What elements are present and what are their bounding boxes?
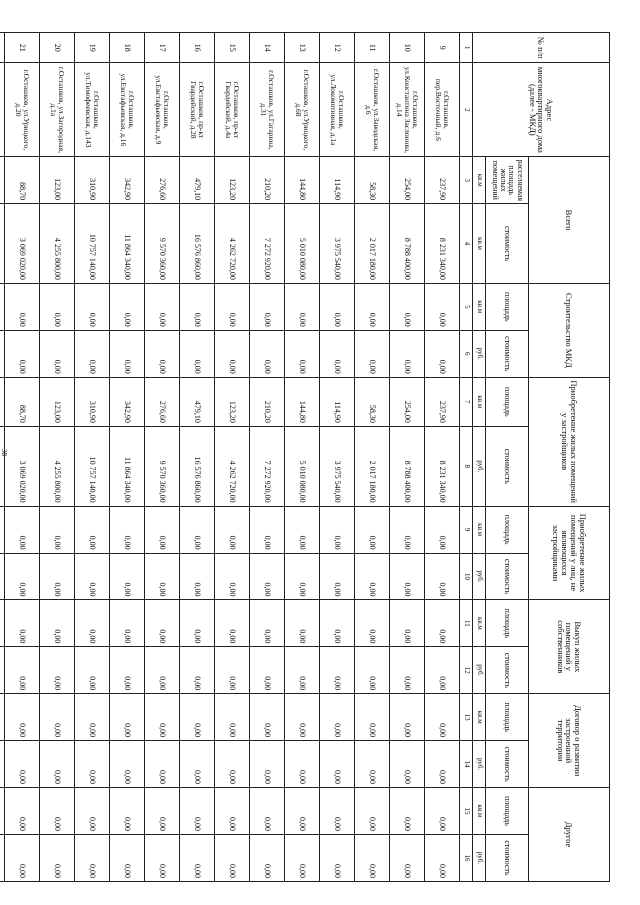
subheader-cost: стоимость xyxy=(486,741,529,788)
row-address: г.Осташков, ул.Заводская, д.6 xyxy=(355,63,390,157)
unit-label: руб. xyxy=(473,330,486,377)
row-zero-value: 0,00 xyxy=(355,600,390,647)
row-zero-value: 0,00 xyxy=(5,506,40,553)
row-address: г.Осташков, ул.Евстафьевская, д.16 xyxy=(110,63,145,157)
row-construction-area: 0,00 xyxy=(40,283,75,330)
row-total-area: 88,70 xyxy=(5,157,40,204)
column-number: 7 xyxy=(460,377,473,426)
row-purchase-area: 88,70 xyxy=(5,377,40,426)
row-construction-area: 0,00 xyxy=(355,283,390,330)
row-construction-area: 0,00 xyxy=(145,283,180,330)
row-total-cost: 5 010 080,00 xyxy=(285,204,320,284)
row-total-area: 342,90 xyxy=(110,157,145,204)
row-number: 21 xyxy=(5,33,40,63)
table-row xyxy=(250,33,285,882)
row-purchase-area: 210,20 xyxy=(250,377,285,426)
row-total-cost: 7 272 920,00 xyxy=(250,204,285,284)
row-address: г.Осташков, ул.Тимофеевская, д.143 xyxy=(75,63,110,157)
row-zero-value: 0,00 xyxy=(180,600,215,647)
row-zero-value: 0,00 xyxy=(145,741,180,788)
row-zero-value: 0,00 xyxy=(110,506,145,553)
row-construction-cost: 0,00 xyxy=(145,330,180,377)
row-number: 11 xyxy=(355,33,390,63)
row-zero-value: 0,00 xyxy=(75,553,110,600)
row-zero-value: 0,00 xyxy=(40,600,75,647)
subheader-area: площадь xyxy=(486,694,529,741)
row-zero-value: 0,00 xyxy=(285,647,320,694)
subheader-cost: стоимость xyxy=(486,553,529,600)
row-address: г.Осташков, пер.Восточный, д.6 xyxy=(425,63,460,157)
column-number: 3 xyxy=(460,157,473,204)
unit-label: кв.м xyxy=(473,377,486,426)
row-zero-value: 0,00 xyxy=(40,834,75,881)
row-construction-cost: 0,00 xyxy=(250,330,285,377)
resettlement-table xyxy=(0,32,610,882)
row-total-cost: 8 231 340,00 xyxy=(425,204,460,284)
row-zero-value: 0,00 xyxy=(250,647,285,694)
row-zero-value: 0,00 xyxy=(5,834,40,881)
column-number: 1 xyxy=(460,33,473,63)
row-zero-value: 0,00 xyxy=(425,788,460,835)
row-total-area: 123,00 xyxy=(40,157,75,204)
subheader-area: площадь xyxy=(486,600,529,647)
row-number xyxy=(0,33,5,63)
row-zero-value: 0,00 xyxy=(320,694,355,741)
row-zero-value: 0,00 xyxy=(215,741,250,788)
header-other: Другое xyxy=(529,788,610,882)
column-number: 2 xyxy=(460,63,473,157)
row-total-area: 123,20 xyxy=(215,157,250,204)
row-zero-value: 0,00 xyxy=(425,741,460,788)
row-address: г.Осташков, ул.Урицкого, д.68 xyxy=(285,63,320,157)
row-zero-value: 0,00 xyxy=(40,788,75,835)
row-address: г.Осташков, ул.Локомотивная, д.1а xyxy=(320,63,355,157)
table-row xyxy=(180,33,215,882)
unit-label: кв.м xyxy=(473,694,486,741)
header-address: Адрес многоквартирного дома (далее - МКД) xyxy=(473,63,610,157)
row-zero-value xyxy=(0,788,5,835)
row-total-area: 276,60 xyxy=(145,157,180,204)
subheader-area: площадь xyxy=(486,283,529,330)
subheader-cost: стоимость xyxy=(486,426,529,506)
row-zero-value: 0,00 xyxy=(110,553,145,600)
row-zero-value: 0,00 xyxy=(145,694,180,741)
column-number: 4 xyxy=(460,204,473,284)
unit-label: кв.м xyxy=(473,506,486,553)
row-zero-value: 0,00 xyxy=(390,741,425,788)
row-zero-value: 0,00 xyxy=(425,834,460,881)
row-zero-value: 0,00 xyxy=(390,647,425,694)
row-zero-value: 0,00 xyxy=(250,741,285,788)
column-number: 16 xyxy=(460,834,473,881)
row-purchase-area: 114,90 xyxy=(320,377,355,426)
row-zero-value: 0,00 xyxy=(145,834,180,881)
row-address: г.Осташков, пр-кт Гвардейский, д.28 xyxy=(180,63,215,157)
row-zero-value: 0,00 xyxy=(215,694,250,741)
row-purchase-cost: 5 010 080,00 xyxy=(285,426,320,506)
header-development-contract: Договор о развитии застроенной территории xyxy=(529,694,610,788)
row-zero-value: 0,00 xyxy=(390,506,425,553)
row-zero-value: 0,00 xyxy=(215,834,250,881)
row-purchase-area: 479,10 xyxy=(180,377,215,426)
row-zero-value: 0,00 xyxy=(390,600,425,647)
row-zero-value: 0,00 xyxy=(215,647,250,694)
header-purchase-developers: Приобретение жилых помещений у застройщиков xyxy=(529,377,610,506)
row-total-area: 310,90 xyxy=(75,157,110,204)
row-purchase-area: 254,00 xyxy=(390,377,425,426)
row-zero-value: 0,00 xyxy=(425,506,460,553)
table-row xyxy=(145,33,180,882)
row-zero-value: 0,00 xyxy=(425,647,460,694)
row-zero-value: 0,00 xyxy=(390,553,425,600)
row-zero-value: 0,00 xyxy=(75,788,110,835)
row-zero-value: 0,00 xyxy=(40,694,75,741)
row-total-area xyxy=(0,157,5,204)
row-zero-value: 0,00 xyxy=(75,741,110,788)
row-address: г.Осташков, ул.Евстафьевская, д.9 xyxy=(145,63,180,157)
unit-label: руб. xyxy=(473,834,486,881)
row-number: 14 xyxy=(250,33,285,63)
row-zero-value: 0,00 xyxy=(285,553,320,600)
row-zero-value: 0,00 xyxy=(75,694,110,741)
row-purchase-cost: 4 255 800,00 xyxy=(40,426,75,506)
row-zero-value: 0,00 xyxy=(355,553,390,600)
row-zero-value: 0,00 xyxy=(250,506,285,553)
row-address xyxy=(0,63,5,157)
unit-label: кв.м xyxy=(473,788,486,835)
row-zero-value: 0,00 xyxy=(425,600,460,647)
row-construction-cost: 0,00 xyxy=(355,330,390,377)
row-zero-value xyxy=(0,553,5,600)
row-zero-value: 0,00 xyxy=(250,834,285,881)
row-purchase-cost: 2 017 180,00 xyxy=(355,426,390,506)
row-zero-value: 0,00 xyxy=(110,647,145,694)
row-number: 19 xyxy=(75,33,110,63)
row-purchase-area: 123,00 xyxy=(40,377,75,426)
row-total-cost: 10 757 140,00 xyxy=(75,204,110,284)
row-zero-value: 0,00 xyxy=(5,647,40,694)
row-construction-area: 0,00 xyxy=(75,283,110,330)
subheader-cost: стоимость xyxy=(486,330,529,377)
unit-label: кв.м xyxy=(473,283,486,330)
table-row xyxy=(285,33,320,882)
row-address: г.Осташков, ул.Гагарина, д.31 xyxy=(250,63,285,157)
row-total-cost: 3 975 540,00 xyxy=(320,204,355,284)
row-zero-value: 0,00 xyxy=(5,600,40,647)
row-zero-value: 0,00 xyxy=(110,834,145,881)
row-zero-value: 0,00 xyxy=(75,506,110,553)
row-purchase-cost: 8 788 400,00 xyxy=(390,426,425,506)
row-total-cost: 2 017 180,00 xyxy=(355,204,390,284)
unit-label: руб. xyxy=(473,647,486,694)
row-zero-value: 0,00 xyxy=(110,788,145,835)
row-zero-value: 0,00 xyxy=(145,788,180,835)
row-zero-value: 0,00 xyxy=(5,741,40,788)
row-construction-area: 0,00 xyxy=(285,283,320,330)
row-zero-value: 0,00 xyxy=(390,788,425,835)
row-total-cost: 16 576 860,00 xyxy=(180,204,215,284)
row-purchase-area: 310,90 xyxy=(75,377,110,426)
unit-label: кв.м xyxy=(473,600,486,647)
row-total-cost: 9 570 360,00 xyxy=(145,204,180,284)
row-zero-value: 0,00 xyxy=(355,834,390,881)
row-construction-area: 0,00 xyxy=(5,283,40,330)
row-purchase-area xyxy=(0,377,5,426)
table-row xyxy=(40,33,75,882)
row-total-cost xyxy=(0,204,5,284)
row-zero-value: 0,00 xyxy=(215,553,250,600)
row-zero-value: 0,00 xyxy=(215,788,250,835)
column-number: 12 xyxy=(460,647,473,694)
column-number: 11 xyxy=(460,600,473,647)
column-number: 10 xyxy=(460,553,473,600)
row-purchase-area: 144,80 xyxy=(285,377,320,426)
row-total-area: 237,90 xyxy=(425,157,460,204)
row-construction-cost: 0,00 xyxy=(425,330,460,377)
row-zero-value: 0,00 xyxy=(285,506,320,553)
subheader-cost: стоимость xyxy=(486,647,529,694)
resettlement-table-sheet xyxy=(14,32,610,882)
row-zero-value: 0,00 xyxy=(180,788,215,835)
row-total-area: 479,10 xyxy=(180,157,215,204)
row-zero-value: 0,00 xyxy=(110,741,145,788)
row-zero-value xyxy=(0,506,5,553)
row-address: г.Осташков, ул.Константина Заслонова, д.14 xyxy=(390,63,425,157)
row-purchase-cost: 3 975 540,00 xyxy=(320,426,355,506)
row-zero-value: 0,00 xyxy=(320,741,355,788)
row-zero-value: 0,00 xyxy=(355,694,390,741)
row-zero-value xyxy=(0,694,5,741)
row-construction-cost: 0,00 xyxy=(285,330,320,377)
row-purchase-area: 58,30 xyxy=(355,377,390,426)
row-construction-area: 0,00 xyxy=(180,283,215,330)
row-zero-value: 0,00 xyxy=(75,834,110,881)
column-number: 13 xyxy=(460,694,473,741)
header-buyout: Выкуп жилых помещений у собственников xyxy=(529,600,610,694)
header-total: Всего xyxy=(529,157,610,284)
row-zero-value: 0,00 xyxy=(355,741,390,788)
row-address: г.Осташков, пр-кт Гвардейский, д.4а xyxy=(215,63,250,157)
subheader-cost: стоимость xyxy=(486,834,529,881)
row-purchase-cost: 16 576 860,00 xyxy=(180,426,215,506)
row-number: 13 xyxy=(285,33,320,63)
row-zero-value: 0,00 xyxy=(320,553,355,600)
row-purchase-area: 276,60 xyxy=(145,377,180,426)
row-zero-value: 0,00 xyxy=(355,788,390,835)
row-construction-area: 0,00 xyxy=(215,283,250,330)
row-zero-value: 0,00 xyxy=(5,553,40,600)
row-zero-value: 0,00 xyxy=(180,553,215,600)
row-purchase-area: 342,90 xyxy=(110,377,145,426)
row-number: 15 xyxy=(215,33,250,63)
row-zero-value: 0,00 xyxy=(355,506,390,553)
row-zero-value: 0,00 xyxy=(145,647,180,694)
table-row xyxy=(75,33,110,882)
table-row xyxy=(320,33,355,882)
row-zero-value: 0,00 xyxy=(425,553,460,600)
row-zero-value xyxy=(0,834,5,881)
row-address: г.Осташков, ул.Загородная, д.1а xyxy=(40,63,75,157)
table-row xyxy=(0,33,5,882)
page-number: 38 xyxy=(0,449,8,456)
row-number: 9 xyxy=(425,33,460,63)
row-construction-cost: 0,00 xyxy=(215,330,250,377)
unit-label: руб. xyxy=(473,553,486,600)
row-zero-value: 0,00 xyxy=(320,788,355,835)
table-row xyxy=(425,33,460,882)
header-purchase-non-developers: Приобретение жилых помещений у лиц, не являющихся застройщиками xyxy=(529,506,610,600)
row-construction-area: 0,00 xyxy=(425,283,460,330)
row-zero-value: 0,00 xyxy=(250,600,285,647)
row-purchase-cost: 10 757 140,00 xyxy=(75,426,110,506)
row-zero-value: 0,00 xyxy=(285,788,320,835)
row-zero-value: 0,00 xyxy=(75,647,110,694)
subheader-area: площадь xyxy=(486,788,529,835)
row-zero-value xyxy=(0,647,5,694)
row-zero-value: 0,00 xyxy=(40,553,75,600)
row-zero-value: 0,00 xyxy=(320,506,355,553)
row-construction-cost: 0,00 xyxy=(180,330,215,377)
row-construction-cost xyxy=(0,330,5,377)
row-purchase-area: 237,90 xyxy=(425,377,460,426)
row-construction-cost: 0,00 xyxy=(390,330,425,377)
row-zero-value: 0,00 xyxy=(320,834,355,881)
unit-label: руб. xyxy=(473,426,486,506)
row-zero-value: 0,00 xyxy=(145,600,180,647)
row-number: 16 xyxy=(180,33,215,63)
row-zero-value: 0,00 xyxy=(40,506,75,553)
row-total-area: 210,20 xyxy=(250,157,285,204)
row-zero-value: 0,00 xyxy=(5,694,40,741)
row-construction-cost: 0,00 xyxy=(40,330,75,377)
row-purchase-cost: 11 864 340,00 xyxy=(110,426,145,506)
row-address: г.Осташков, ул.Урицкого, д.20 xyxy=(5,63,40,157)
row-zero-value: 0,00 xyxy=(180,741,215,788)
row-zero-value: 0,00 xyxy=(285,834,320,881)
row-purchase-cost: 7 272 920,00 xyxy=(250,426,285,506)
row-zero-value xyxy=(0,600,5,647)
subheader-area: площадь xyxy=(486,377,529,426)
row-zero-value: 0,00 xyxy=(250,553,285,600)
row-total-area: 144,80 xyxy=(285,157,320,204)
row-total-area: 58,30 xyxy=(355,157,390,204)
unit-label: руб. xyxy=(473,741,486,788)
row-purchase-cost: 3 069 020,00 xyxy=(5,426,40,506)
row-purchase-cost: 8 231 340,00 xyxy=(425,426,460,506)
row-number: 20 xyxy=(40,33,75,63)
unit-label: кв.м xyxy=(473,157,486,204)
row-zero-value: 0,00 xyxy=(40,647,75,694)
table-row xyxy=(215,33,250,882)
column-number: 8 xyxy=(460,426,473,506)
row-construction-area: 0,00 xyxy=(250,283,285,330)
row-total-cost: 3 069 020,00 xyxy=(5,204,40,284)
column-number: 15 xyxy=(460,788,473,835)
row-zero-value: 0,00 xyxy=(390,694,425,741)
row-zero-value: 0,00 xyxy=(250,694,285,741)
row-zero-value: 0,00 xyxy=(180,834,215,881)
column-number: 6 xyxy=(460,330,473,377)
row-zero-value: 0,00 xyxy=(355,647,390,694)
row-zero-value: 0,00 xyxy=(215,506,250,553)
row-construction-cost: 0,00 xyxy=(110,330,145,377)
row-zero-value: 0,00 xyxy=(285,600,320,647)
row-purchase-cost: 9 570 360,00 xyxy=(145,426,180,506)
row-construction-area: 0,00 xyxy=(110,283,145,330)
row-zero-value: 0,00 xyxy=(215,600,250,647)
row-construction-area xyxy=(0,283,5,330)
table-row xyxy=(5,33,40,882)
row-total-area: 254,00 xyxy=(390,157,425,204)
row-purchase-cost xyxy=(0,426,5,506)
row-number: 18 xyxy=(110,33,145,63)
row-number: 10 xyxy=(390,33,425,63)
row-number: 17 xyxy=(145,33,180,63)
row-construction-area: 0,00 xyxy=(320,283,355,330)
row-zero-value: 0,00 xyxy=(320,647,355,694)
row-zero-value: 0,00 xyxy=(145,553,180,600)
row-zero-value: 0,00 xyxy=(110,694,145,741)
row-zero-value: 0,00 xyxy=(285,694,320,741)
table-row xyxy=(355,33,390,882)
row-zero-value: 0,00 xyxy=(180,506,215,553)
row-construction-cost: 0,00 xyxy=(75,330,110,377)
row-total-area: 114,90 xyxy=(320,157,355,204)
column-number: 14 xyxy=(460,741,473,788)
row-number: 12 xyxy=(320,33,355,63)
subheader-area: площадь xyxy=(486,506,529,553)
subheader-cost: стоимость xyxy=(486,204,529,284)
row-zero-value: 0,00 xyxy=(320,600,355,647)
row-zero-value: 0,00 xyxy=(180,694,215,741)
unit-label: кв.м xyxy=(473,204,486,284)
table-row xyxy=(110,33,145,882)
row-zero-value: 0,00 xyxy=(390,834,425,881)
row-zero-value: 0,00 xyxy=(40,741,75,788)
row-purchase-cost: 4 262 720,00 xyxy=(215,426,250,506)
row-total-cost: 11 864 340,00 xyxy=(110,204,145,284)
row-zero-value: 0,00 xyxy=(425,694,460,741)
row-total-cost: 8 788 400,00 xyxy=(390,204,425,284)
row-zero-value: 0,00 xyxy=(75,600,110,647)
row-total-cost: 4 255 800,00 xyxy=(40,204,75,284)
row-zero-value: 0,00 xyxy=(285,741,320,788)
column-number: 9 xyxy=(460,506,473,553)
row-zero-value: 0,00 xyxy=(250,788,285,835)
row-purchase-area: 123,20 xyxy=(215,377,250,426)
row-zero-value: 0,00 xyxy=(145,506,180,553)
row-zero-value: 0,00 xyxy=(110,600,145,647)
header-num: № п/п xyxy=(473,33,610,63)
header-construction: Строительство МКД xyxy=(529,283,610,377)
row-zero-value xyxy=(0,741,5,788)
row-zero-value: 0,00 xyxy=(5,788,40,835)
column-number: 5 xyxy=(460,283,473,330)
row-construction-cost: 0,00 xyxy=(320,330,355,377)
row-construction-area: 0,00 xyxy=(390,283,425,330)
row-zero-value: 0,00 xyxy=(180,647,215,694)
row-total-cost: 4 262 720,00 xyxy=(215,204,250,284)
subheader-area-resettled: расселяемая площадь жилых помещений xyxy=(486,157,529,204)
table-row xyxy=(390,33,425,882)
row-construction-cost: 0,00 xyxy=(5,330,40,377)
